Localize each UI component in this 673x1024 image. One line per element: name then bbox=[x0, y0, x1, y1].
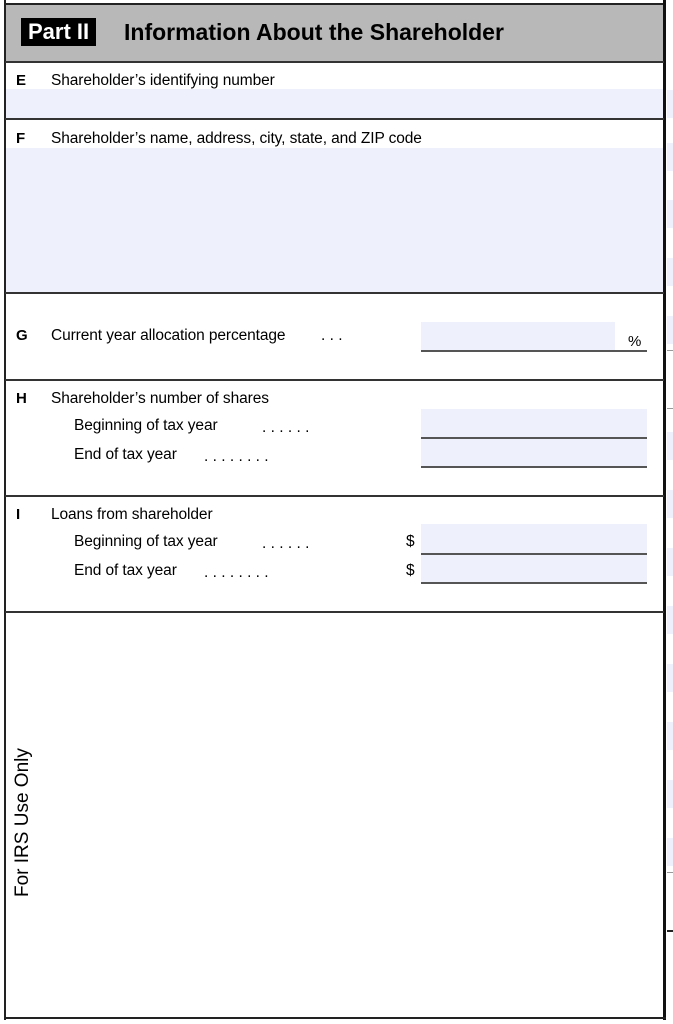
divider bbox=[5, 379, 664, 381]
field-i-label: Loans from shareholder bbox=[51, 506, 213, 523]
adjacent-field-fragment bbox=[667, 780, 673, 808]
divider bbox=[5, 118, 664, 120]
identifying-number-input[interactable] bbox=[6, 89, 663, 118]
adjacent-field-fragment bbox=[667, 548, 673, 576]
input-underline bbox=[421, 582, 647, 584]
adjacent-field-fragment bbox=[667, 316, 673, 344]
adjacent-field-fragment bbox=[667, 432, 673, 460]
adjacent-divider bbox=[667, 350, 673, 351]
adjacent-field-fragment bbox=[667, 200, 673, 228]
adjacent-divider bbox=[667, 872, 673, 873]
leader-dots: . . . . . . bbox=[262, 419, 310, 436]
adjacent-divider bbox=[667, 930, 673, 932]
adjacent-field-fragment bbox=[667, 664, 673, 692]
leader-dots: . . . . . . bbox=[262, 535, 310, 552]
shares-end-input[interactable] bbox=[421, 439, 647, 466]
field-e-label: Shareholder’s identifying number bbox=[51, 72, 275, 89]
input-underline bbox=[421, 466, 647, 468]
allocation-percentage-input[interactable] bbox=[421, 322, 615, 350]
percent-suffix: % bbox=[628, 333, 642, 350]
input-underline bbox=[421, 350, 647, 352]
form-border-right bbox=[663, 0, 666, 1020]
divider bbox=[5, 61, 664, 63]
part-title: Information About the Shareholder bbox=[124, 19, 504, 45]
field-g-label: Current year allocation percentage bbox=[51, 327, 286, 344]
shares-beginning-label: Beginning of tax year bbox=[74, 417, 218, 434]
adjacent-field-fragment bbox=[667, 143, 673, 171]
field-i-letter: I bbox=[16, 506, 21, 523]
adjacent-field-fragment bbox=[667, 490, 673, 518]
dollar-prefix: $ bbox=[406, 562, 415, 579]
leader-dots: . . . . . . . . bbox=[204, 564, 269, 581]
loans-end-input[interactable] bbox=[421, 555, 647, 582]
field-g-letter: G bbox=[16, 327, 28, 344]
shares-beginning-input[interactable] bbox=[421, 409, 647, 437]
shares-end-label: End of tax year bbox=[74, 446, 177, 463]
name-address-input[interactable] bbox=[6, 148, 663, 292]
dollar-prefix: $ bbox=[406, 533, 415, 550]
field-f-label: Shareholder’s name, address, city, state, and ZIP code bbox=[51, 130, 422, 147]
loans-end-label: End of tax year bbox=[74, 562, 177, 579]
adjacent-field-fragment bbox=[667, 90, 673, 118]
adjacent-field-fragment bbox=[667, 722, 673, 750]
divider bbox=[5, 495, 664, 497]
loans-beginning-label: Beginning of tax year bbox=[74, 533, 218, 550]
form-border-bottom bbox=[4, 1017, 666, 1019]
field-h-label: Shareholder’s number of shares bbox=[51, 390, 269, 407]
leader-dots: . . . . . . . . bbox=[204, 448, 269, 465]
divider bbox=[5, 292, 664, 294]
divider bbox=[5, 611, 664, 613]
irs-use-only-label: For IRS Use Only bbox=[12, 748, 33, 897]
part-tag: Part II bbox=[21, 18, 96, 46]
field-h-letter: H bbox=[16, 390, 27, 407]
field-f-letter: F bbox=[16, 130, 26, 147]
loans-beginning-input[interactable] bbox=[421, 524, 647, 553]
adjacent-field-fragment bbox=[667, 606, 673, 634]
field-e-letter: E bbox=[16, 72, 27, 89]
leader-dots: . . . bbox=[321, 327, 343, 344]
adjacent-field-fragment bbox=[667, 838, 673, 866]
adjacent-divider bbox=[667, 408, 673, 409]
adjacent-field-fragment bbox=[667, 258, 673, 286]
